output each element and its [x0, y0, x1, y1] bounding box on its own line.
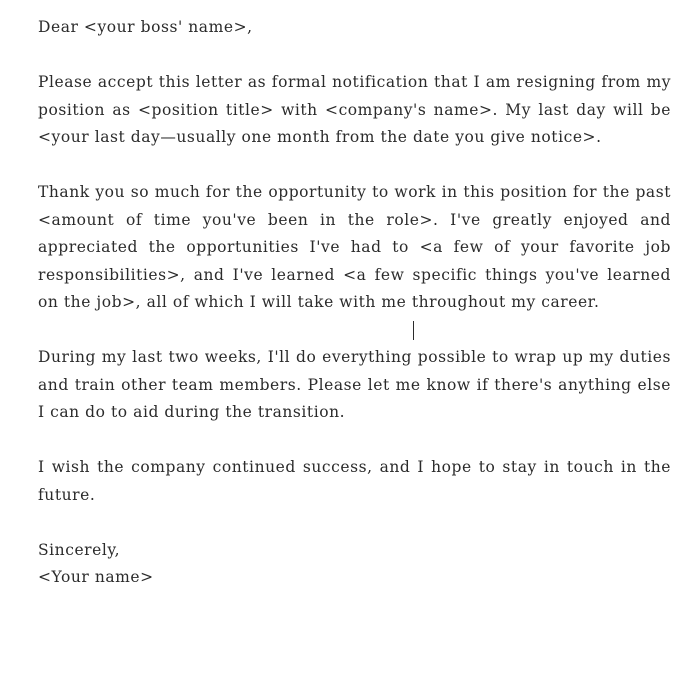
paragraph-resignation-notice: Please accept this letter as formal notification that I am resigning from my position as <position title> with <company's name>. My last day will be <your last day—usually one month from the date you give notice>. — [38, 73, 671, 146]
letter-closing: Sincerely, — [38, 540, 121, 559]
text-cursor — [413, 321, 414, 340]
paragraph-well-wishes: I wish the company continued success, and I hope to stay in touch in the future. — [38, 458, 671, 504]
letter-signature: <Your name> — [38, 568, 154, 586]
letter-greeting: Dear <your boss' name>, — [38, 18, 253, 36]
letter-body[interactable] — [38, 14, 671, 592]
paragraph-transition: During my last two weeks, I'll do everything possible to wrap up my duties and train other team members. Please let me know if there's anything else I can do to aid during the transition. — [38, 348, 671, 421]
paragraph-gratitude: Thank you so much for the opportunity to work in this position for the past <amount of time you've been in the role>. I've greatly enjoyed and appreciated the opportunities I've had to <a few of your favorite job responsibilities>, and I've learned <a few specific things you've learned on the job>, all of which I will take with me throughout my career. — [38, 183, 671, 311]
